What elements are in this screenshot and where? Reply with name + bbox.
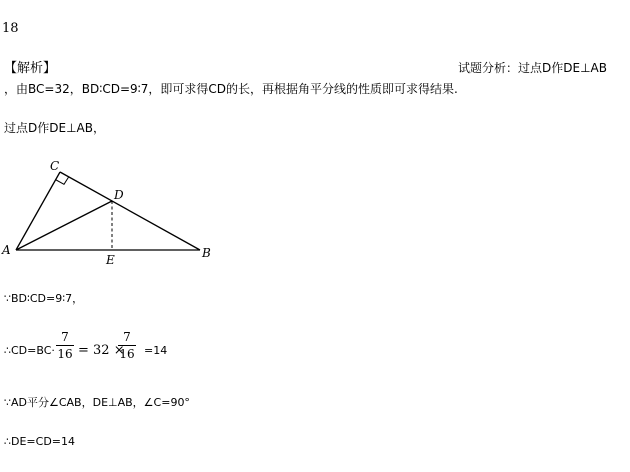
fraction-1-denominator: 16 (57, 347, 73, 361)
fraction-1-numerator: 7 (61, 330, 69, 344)
fraction-2-denominator: 16 (119, 347, 135, 361)
label-d: D (114, 188, 124, 202)
segment-cb (60, 172, 200, 250)
formula-equals: = 32 × (78, 343, 125, 358)
construction-text: 过点D作DE⊥AB， (4, 121, 105, 135)
fraction-1 (56, 330, 74, 361)
question-number: 18 (2, 21, 19, 36)
fraction-2 (118, 330, 136, 361)
formula-prefix: ∴CD=BC· (4, 344, 55, 357)
fraction-2-numerator: 7 (123, 330, 131, 344)
step-conclusion: ∴DE=CD=14 (4, 435, 76, 448)
step-bisector: ∵AD平分∠CAB，DE⊥AB，∠C=90° (4, 396, 190, 409)
step-ratio: ∵BD∶CD=9∶7， (4, 292, 84, 305)
analysis-intro: 试题分析：过点D作DE⊥AB (458, 61, 607, 75)
label-a: A (2, 243, 11, 257)
label-e: E (106, 253, 115, 267)
label-b: B (202, 246, 211, 260)
formula-result: =14 (144, 344, 168, 357)
fraction-2-bar (118, 345, 136, 346)
solution-heading: 【解析】 (4, 61, 57, 76)
label-c: C (50, 159, 60, 173)
triangle-figure (0, 155, 230, 270)
analysis-text: ，由BC=32，BD∶CD=9∶7，即可求得CD的长，再根据角平分线的性质即可求得结果. (4, 82, 458, 96)
fraction-1-bar (56, 345, 74, 346)
